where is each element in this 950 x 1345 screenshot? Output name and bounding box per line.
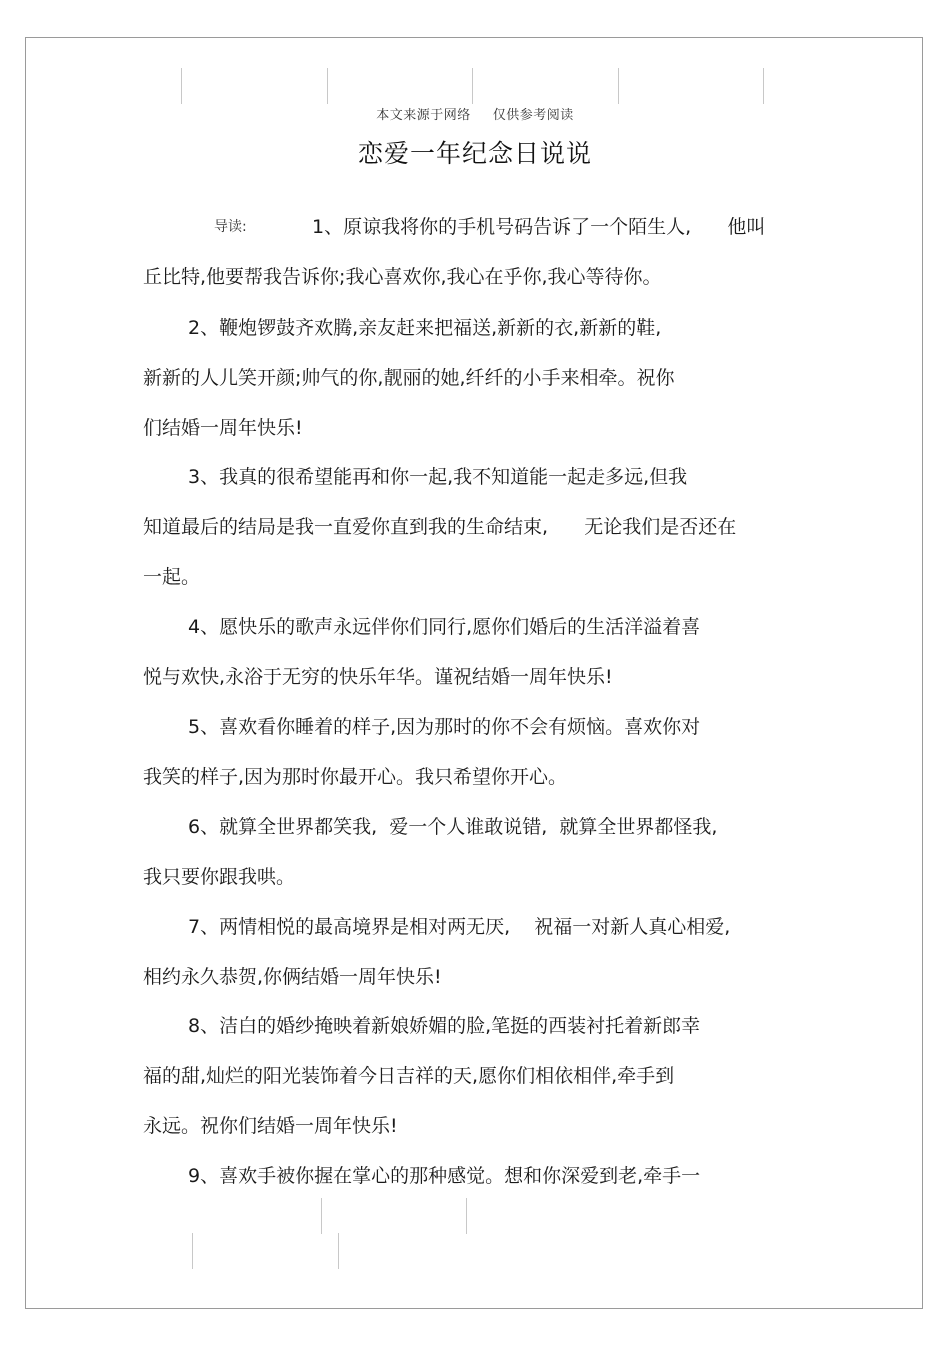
text-line: 永远。祝你们结婚一周年快乐! — [143, 1115, 398, 1137]
text-line: 悦与欢快,永浴于无穷的快乐年华。谨祝结婚一周年快乐! — [143, 666, 613, 688]
text-line: 相约永久恭贺,你俩结婚一周年快乐! — [143, 966, 442, 988]
decorative-rule — [192, 1233, 193, 1269]
decorative-rule — [472, 68, 473, 104]
decorative-rule — [338, 1233, 339, 1269]
intro-label: 导读: — [214, 219, 247, 235]
text-line: 6、就算全世界都笑我, 爱一个人谁敢说错, 就算全世界都怪我, — [188, 816, 718, 838]
text-line: 新新的人儿笑开颜;帅气的你,靓丽的她,纤纤的小手来相牵。祝你 — [143, 367, 675, 389]
decorative-rule — [763, 68, 764, 104]
page-title: 恋爱一年纪念日说说 — [357, 139, 592, 168]
text-line: 福的甜,灿烂的阳光装饰着今日吉祥的天,愿你们相依相伴,牵手到 — [143, 1065, 675, 1087]
source-note-text: 本文来源于网络 — [376, 108, 471, 123]
text-line: 丘比特,他要帮我告诉你;我心喜欢你,我心在乎你,我心等待你。 — [143, 266, 662, 288]
text-line: 7、两情相悦的最高境界是相对两无厌, 祝福一对新人真心相爱, — [188, 916, 731, 938]
text-line: 8、洁白的婚纱掩映着新娘娇媚的脸,笔挺的西装衬托着新郎幸 — [188, 1015, 701, 1037]
source-note — [0, 104, 950, 123]
text-line: 1、原谅我将你的手机号码告诉了一个陌生人, 他叫 — [312, 216, 766, 238]
text-line: 知道最后的结局是我一直爱你直到我的生命结束, 无论我们是否还在 — [143, 516, 737, 538]
decorative-rule — [618, 68, 619, 104]
text-line: 我只要你跟我哄。 — [143, 866, 296, 888]
decorative-rule — [327, 68, 328, 104]
text-line: 4、愿快乐的歌声永远伴你们同行,愿你们婚后的生活洋溢着喜 — [188, 616, 701, 638]
text-line: 我笑的样子,因为那时你最开心。我只希望你开心。 — [143, 766, 568, 788]
text-line: 2、鞭炮锣鼓齐欢腾,亲友赶来把福送,新新的衣,新新的鞋, — [188, 317, 662, 339]
decorative-rule — [321, 1198, 322, 1234]
reference-note-text: 仅供参考阅读 — [492, 108, 574, 123]
text-line: 一起。 — [143, 566, 201, 588]
text-line: 们结婚一周年快乐! — [143, 417, 303, 439]
text-line: 3、我真的很希望能再和你一起,我不知道能一起走多远,但我 — [188, 466, 688, 488]
decorative-rule — [181, 68, 182, 104]
text-line: 9、喜欢手被你握在掌心的那种感觉。想和你深爱到老,牵手一 — [188, 1165, 701, 1187]
text-line: 5、喜欢看你睡着的样子,因为那时的你不会有烦恼。喜欢你对 — [188, 716, 701, 738]
decorative-rule — [466, 1198, 467, 1234]
